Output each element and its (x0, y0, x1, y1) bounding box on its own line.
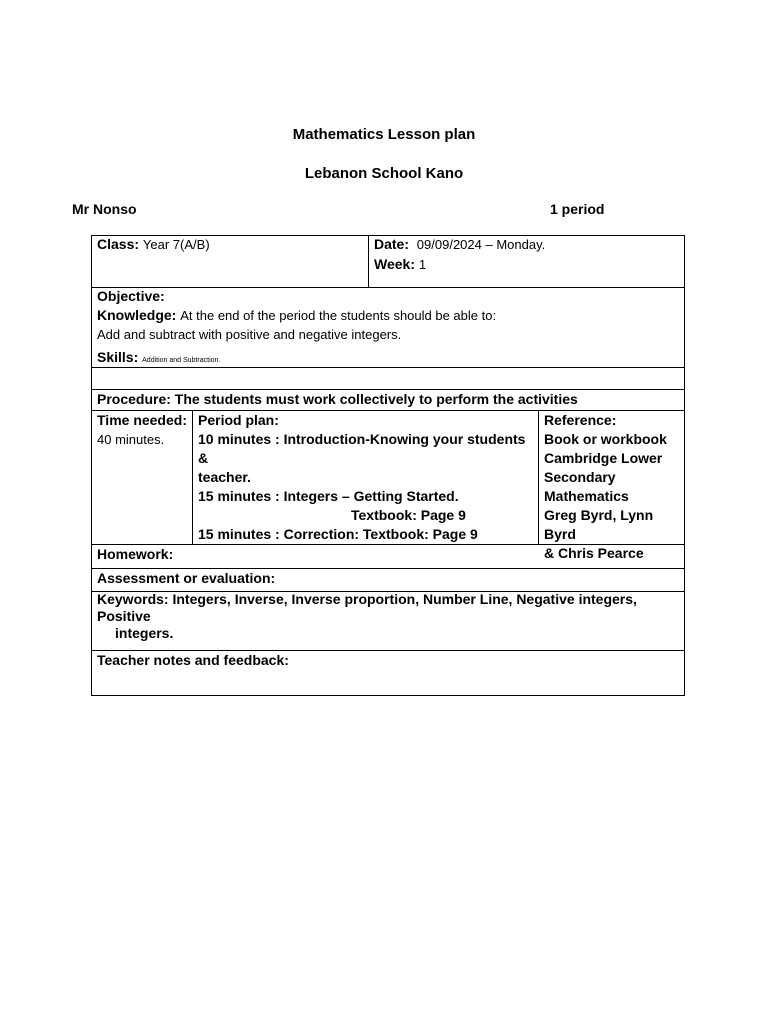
plan-cell (192, 411, 538, 544)
time-cell (91, 411, 192, 449)
lesson-plan-table (91, 235, 685, 696)
school-name: Lebanon School Kano (304, 165, 464, 182)
reference-line: Secondary (544, 469, 616, 485)
reference-line: Cambridge Lower (544, 450, 663, 466)
plan-line: 15 minutes : Correction: Textbook: Page 9 (198, 526, 478, 542)
reference-line: & Chris Pearce (544, 545, 644, 561)
document-title: Mathematics Lesson plan (292, 126, 476, 143)
plan-label: Period plan: (198, 412, 279, 428)
skills-value: Addition and Subtraction. (142, 357, 221, 364)
knowledge-text-2: Add and subtract with positive and negative integers. (97, 327, 402, 342)
week-label: Week: (374, 256, 415, 272)
time-value: 40 minutes. (97, 432, 165, 447)
date-cell (368, 235, 685, 274)
plan-line: Textbook: Page 9 (351, 507, 466, 523)
class-cell (91, 235, 368, 254)
teacher-name: Mr Nonso (72, 201, 137, 217)
date-value: 09/09/2024 – Monday. (416, 237, 546, 252)
class-value: Year 7(A/B) (142, 237, 210, 252)
knowledge-text: At the end of the period the students should be able to: (180, 308, 497, 323)
homework-label: Homework: (97, 546, 174, 562)
period-count: 1 period (550, 201, 605, 217)
reference-cell (538, 411, 685, 563)
assessment-label: Assessment or evaluation: (97, 570, 276, 586)
objective-cell (91, 287, 685, 370)
keywords-cell (91, 591, 685, 642)
teacher-notes-label: Teacher notes and feedback: (97, 652, 289, 668)
class-label: Class: (97, 236, 140, 252)
keywords-line: integers. (115, 625, 174, 641)
knowledge-label: Knowledge: (97, 307, 177, 323)
reference-line: Mathematics (544, 488, 629, 504)
keywords-line: Keywords: Integers, Inverse, Inverse proportion, Number Line, Negative integers, Positive (97, 591, 637, 624)
reference-line: Greg Byrd, Lynn Byrd (544, 507, 654, 542)
skills-label: Skills: (97, 349, 139, 365)
date-label: Date: (374, 236, 410, 252)
procedure-text: Procedure: The students must work collectively to perform the activities (97, 391, 578, 407)
reference-line: Book or workbook (544, 431, 667, 447)
plan-line: teacher. (198, 469, 251, 485)
reference-label: Reference: (544, 412, 617, 428)
plan-line: 15 minutes : Integers – Getting Started. (198, 488, 459, 504)
time-label: Time needed: (97, 412, 187, 428)
plan-line: 10 minutes : Introduction-Knowing your students & (198, 431, 526, 466)
objective-label: Objective: (97, 288, 165, 304)
week-value: 1 (418, 257, 427, 272)
